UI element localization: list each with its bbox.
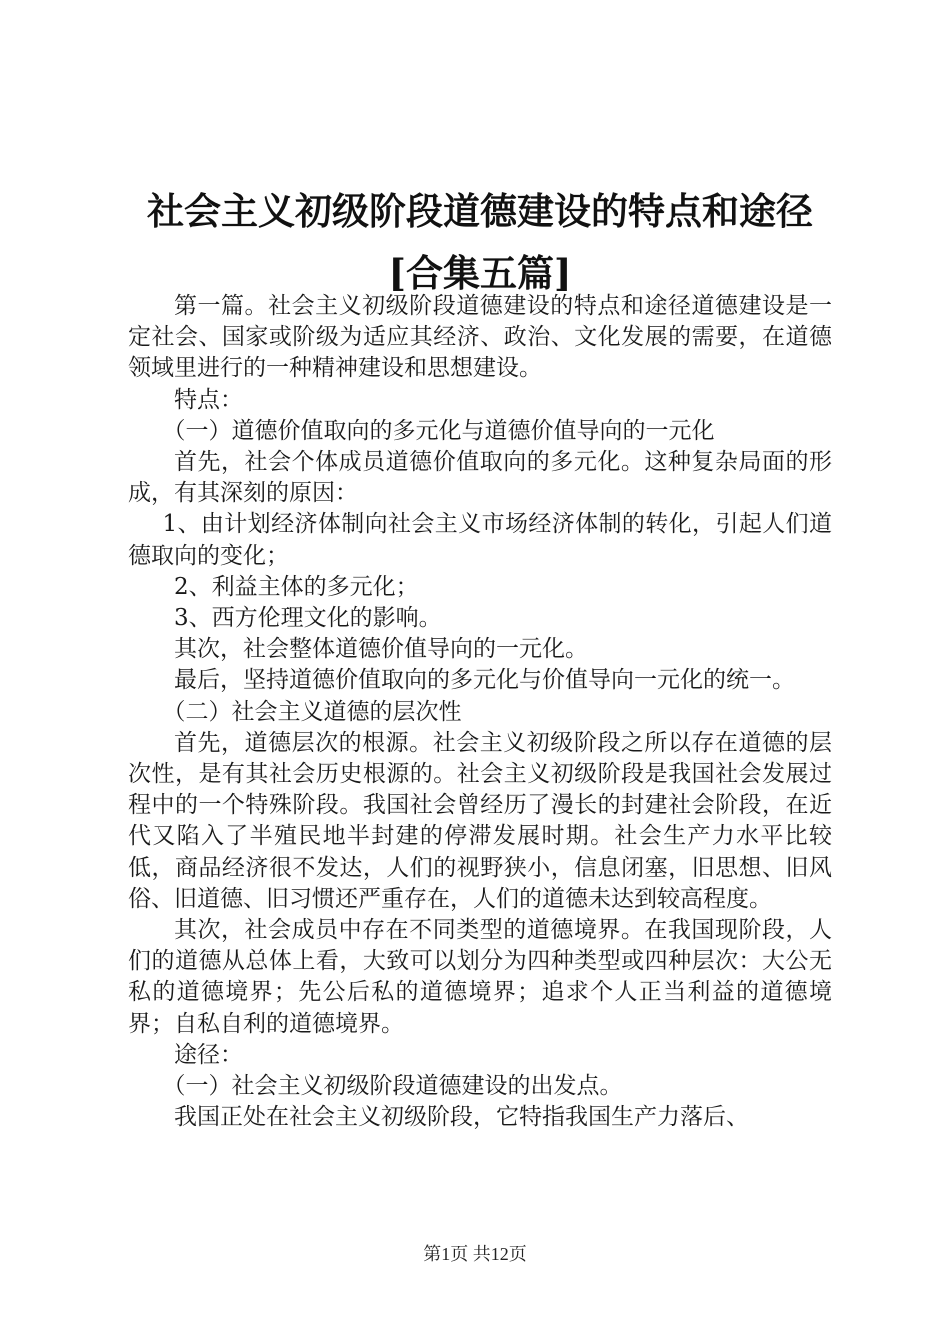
page-number-footer: 第1页 共12页 — [423, 1244, 527, 1264]
paragraph: 我国正处在社会主义初级阶段，它特指我国生产力落后、 — [174, 1104, 749, 1131]
paragraph: 首先，道德层次的根源。社会主义初级阶段之所以存在道德的层次性，是有其社会历史根源的。社会主义初级阶段是我国社会发展过程中的一个特殊阶段。我国社会曾经历了漫长的封建社会阶段，在近代又陷入了半殖民地半封建的停滞发展时期。社会生产力水平比较低，商品经济很不发达，人们的视野狭小，信息闭塞，旧思想、旧风俗、旧道德、旧习惯还严重存在，人们的道德未达到较高程度。 — [128, 729, 832, 912]
paragraph: 途径： — [174, 1041, 243, 1068]
paragraph: 2、利益主体的多元化； — [174, 573, 419, 600]
document-body — [128, 291, 832, 1133]
paragraph: （一）道德价值取向的多元化与道德价值导向的一元化 — [162, 417, 715, 444]
paragraph: 其次，社会成员中存在不同类型的道德境界。在我国现阶段，人们的道德从总体上看，大致可以划分为四种类型或四种层次：大公无私的道德境界；先公后私的道德境界；追求个人正当利益的道德境界；自私自利的道德境界。 — [128, 917, 832, 1037]
paragraph: （二）社会主义道德的层次性 — [162, 698, 462, 725]
document-title: 社会主义初级阶段道德建设的特点和途径[合集五篇] — [147, 189, 813, 295]
paragraph: 第一篇。社会主义初级阶段道德建设的特点和途径道德建设是一定社会、国家或阶级为适应其经济、政治、文化发展的需要，在道德领域里进行的一种精神建设和思想建设。 — [128, 293, 832, 382]
paragraph: 首先，社会个体成员道德价值取向的多元化。这种复杂局面的形成，有其深刻的原因： — [128, 449, 832, 507]
paragraph: 最后，坚持道德价值取向的多元化与价值导向一元化的统一。 — [174, 667, 795, 694]
paragraph: 3、西方伦理文化的影响。 — [174, 605, 442, 632]
paragraph: 特点： — [174, 386, 243, 413]
paragraph: （一）社会主义初级阶段道德建设的出发点。 — [162, 1073, 623, 1100]
paragraph: 1、由计划经济体制向社会主义市场经济体制的转化，引起人们道德取向的变化； — [128, 511, 832, 569]
paragraph: 其次，社会整体道德价值导向的一元化。 — [174, 636, 588, 663]
